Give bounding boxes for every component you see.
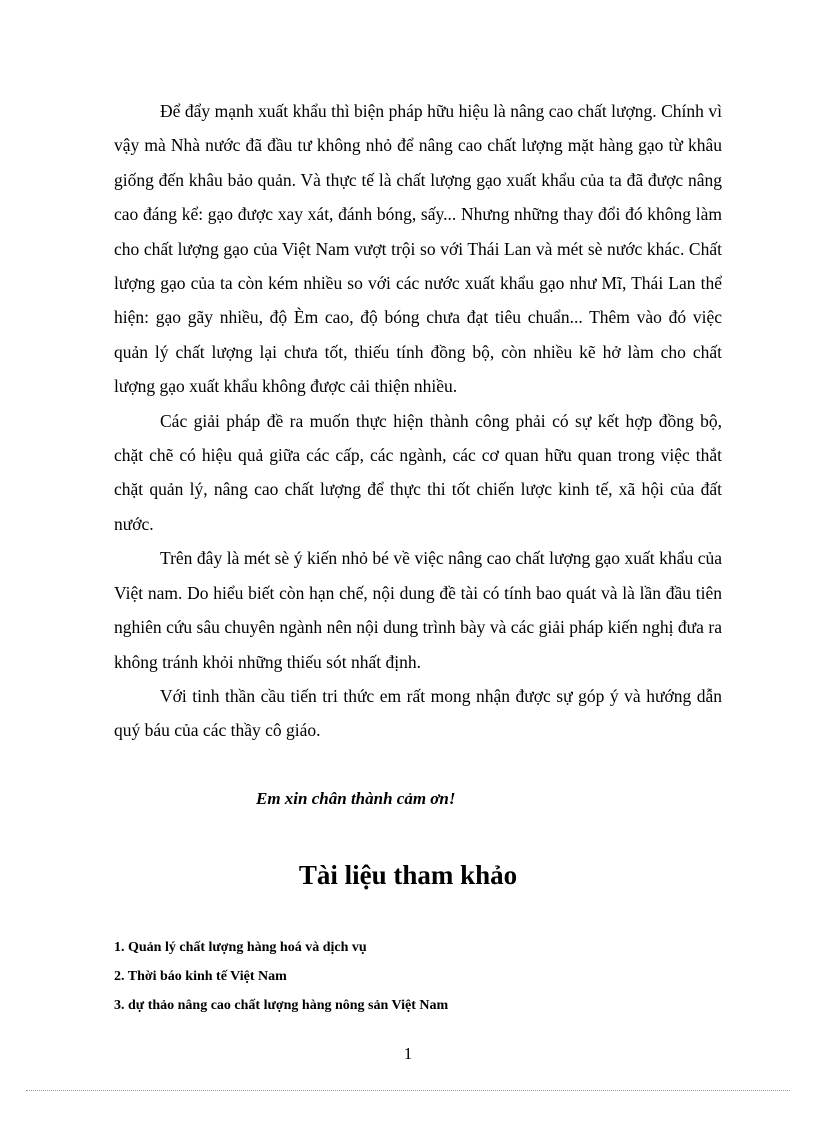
references-list xyxy=(114,933,448,1020)
paragraph-solutions: Các giải pháp đề ra muốn thực hiện thành công phải có sự kết hợp đồng bộ, chặt chẽ có hiệu quả giữa các cấp, các ngành, các cơ quan hữu quan trong việc thắt chặt quản lý, nâng cao chất lượng để thực thi tốt chiến lược kinh tế, xã hội của đất nước. xyxy=(114,410,722,534)
reference-item: 1. Quản lý chất lượng hàng hoá và dịch vụ xyxy=(114,940,367,955)
reference-item: 3. dự thảo nâng cao chất lượng hàng nông sản Việt Nam xyxy=(114,998,449,1013)
body-text xyxy=(114,94,722,748)
page-number: 1 xyxy=(403,1044,413,1063)
paragraph-summary: Trên đây là mét sè ý kiến nhỏ bé về việc nâng cao chất lượng gạo xuất khẩu của Việt nam. Do hiểu biết còn hạn chế, nội dung đề tài có tính bao quát và là lần đầu tiên nghiên cứu sâu chuyên ngành nên nội dung trình bày và các giải pháp kiến nghị đưa ra không tránh khỏi những thiếu sót nhất định. xyxy=(114,548,722,672)
page-bottom-divider xyxy=(26,1090,790,1091)
paragraph-thanks-request: Với tinh thần cầu tiến tri thức em rất mong nhận được sự góp ý và hướng dẫn quý báu của các thầy cô giáo. xyxy=(114,685,722,741)
paragraph-rice-quality: Để đẩy mạnh xuất khẩu thì biện pháp hữu hiệu là nâng cao chất lượng. Chính vì vậy mà Nhà nước đã đầu tư không nhỏ để nâng cao chất lượng mặt hàng gạo từ khâu giống đến khâu bảo quản. Và thực tế là chất lượng gạo xuất khẩu của ta đã được nâng cao đáng kể: gạo được xay xát, đánh bóng, sấy... Nhưng những thay đổi đó không làm cho chất lượng gạo của Việt Nam vượt trội so với Thái Lan và mét sè nước khác. Chất lượng gạo của ta còn kém nhiều so với các nước xuất khẩu gạo như Mĩ, Thái Lan thể hiện: gạo gãy nhiều, độ Èm cao, độ bóng chưa đạt tiêu chuẩn... Thêm vào đó việc quản lý chất lượng lại chưa tốt, thiếu tính đồng bộ, còn nhiều kẽ hở làm cho chất lượng gạo xuất khẩu không được cải thiện nhiều. xyxy=(114,101,722,397)
references-title: Tài liệu tham khảo xyxy=(298,860,518,891)
closing-line: Em xin chân thành cảm ơn! xyxy=(256,789,456,808)
reference-item: 2. Thời báo kinh tế Việt Nam xyxy=(114,969,287,984)
